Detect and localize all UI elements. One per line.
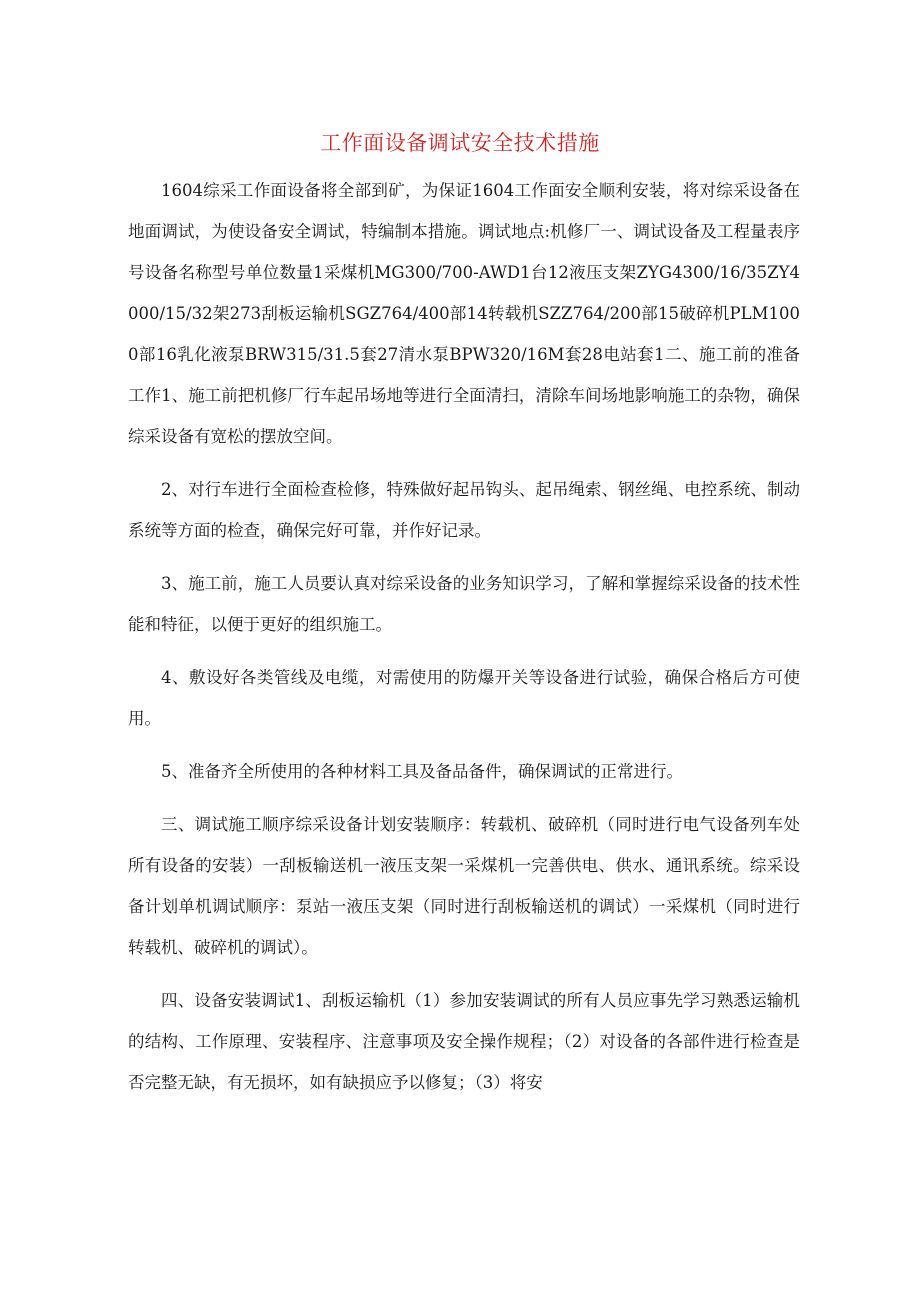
paragraph-item-3: 3、施工前，施工人员要认真对综采设备的业务知识学习，了解和掌握综采设备的技术性能和特征，以便于更好的组织施工。 (128, 574, 800, 634)
document-title: 工作面设备调试安全技术措施 (320, 131, 600, 155)
document-body (128, 170, 800, 1115)
paragraph-item-4: 4、敷设好各类管线及电缆，对需使用的防爆开关等设备进行试验，确保合格后方可使用。 (128, 668, 800, 728)
paragraph-section-3: 三、调试施工顺序综采设备计划安装顺序：转载机、破碎机（同时进行电气设备列车处所有设备的安装）一刮板输送机一液压支架一采煤机一完善供电、供水、通讯系统。综采设备计划单机调试顺序：泵站一液压支架（同时进行刮板输送机的调试）一采煤机（同时进行转载机、破碎机的调试）。 (128, 815, 800, 957)
paragraph-item-2: 2、对行车进行全面检查检修，特殊做好起吊钩头、起吊绳索、钢丝绳、电控系统、制动系统等方面的检查，确保完好可靠，并作好记录。 (128, 480, 800, 540)
paragraph-intro: 1604综采工作面设备将全部到矿，为保证1604工作面安全顺利安装，将对综采设备在地面调试，为使设备安全调试，特编制本措施。调试地点:机修厂一、调试设备及工程量表序号设备名称型号单位数量1采煤机MG300/700-AWD1台12液压支架ZYG4300/16/35ZY4000/15/32架273刮板运输机SGZ764/400部14转载机SZZ764/200部15破碎机PLM1000部16乳化液泵BRW315/31.5套27清水泵BPW320/16M套28电站套1二、施工前的准备工作1、施工前把机修厂行车起吊场地等进行全面清扫，清除车间场地影响施工的杂物，确保综采设备有宽松的摆放空间。 (128, 181, 800, 446)
paragraph-item-5: 5、准备齐全所使用的各种材料工具及备品备件，确保调试的正常进行。 (161, 762, 683, 781)
paragraph-section-4: 四、设备安装调试1、刮板运输机（1）参加安装调试的所有人员应事先学习熟悉运输机的结构、工作原理、安装程序、注意事项及安全操作规程；（2）对设备的各部件进行检查是否完整无缺，有无损坏，如有缺损应予以修复；（3）将安 (128, 991, 800, 1092)
